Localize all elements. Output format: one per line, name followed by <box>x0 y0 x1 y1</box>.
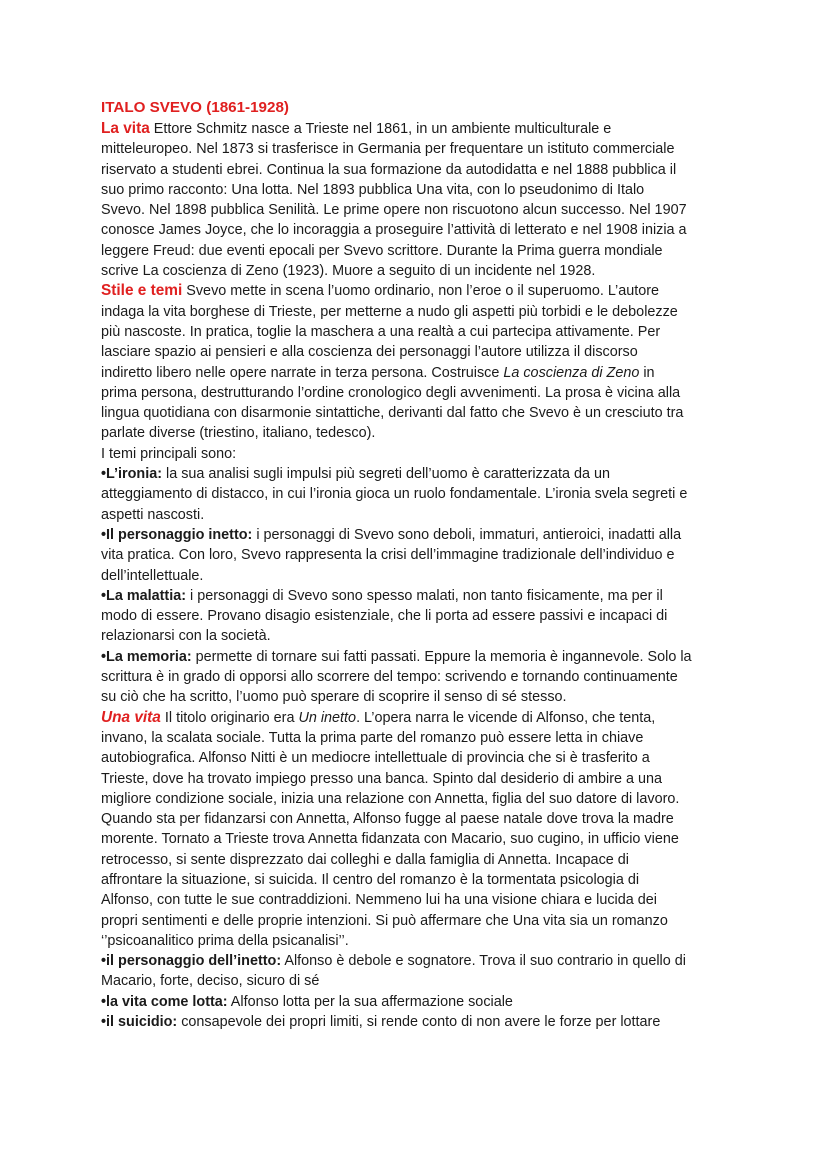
paragraph-line: su ciò che ha scritto, l’uomo può sperare di scoprire il senso di sé stesso. <box>101 689 567 706</box>
paragraph-line: leggere Freud: due eventi epocali per Svevo scrittore. Durante la Prima guerra mondiale <box>101 242 663 259</box>
paragraph-text: la sua analisi sugli impulsi più segreti dell’uomo è caratterizzata da un <box>162 466 610 483</box>
paragraph-line <box>101 363 729 383</box>
paragraph-line: più nascoste. In pratica, toglie la maschera a una realtà a cui partecipa attivamente. Per <box>101 323 661 340</box>
paragraph-line: invano, la scalata sociale. Tutta la prima parte del romanzo può essere letta in chiave <box>101 729 644 746</box>
paragraph-line: suo primo racconto: Una lotta. Nel 1893 pubblica Una vita, con lo pseudonimo di Italo <box>101 181 645 198</box>
bullet-memoria <box>101 647 729 667</box>
bullet-label: •il personaggio dell’inetto: <box>101 953 282 970</box>
vita-line-1 <box>101 119 729 139</box>
paragraph-line: atteggiamento di distacco, in cui l’ironia gioca un ruolo fondamentale. L’ironia svela segreti e <box>101 486 688 503</box>
bullet-ironia <box>101 464 729 484</box>
paragraph-line: affrontare la situazione, si suicida. Il centro del romanzo è la tormentata psicologia di <box>101 871 640 888</box>
paragraph-line: Macario, forte, deciso, sicuro di sé <box>101 973 320 990</box>
paragraph-line: parlate diverse (triestino, italiano, tedesco). <box>101 425 376 442</box>
paragraph-text: i personaggi di Svevo sono deboli, immaturi, antieroici, inadatti alla <box>252 526 682 543</box>
paragraph-line: riservato a studenti ebrei. Continua la sua formazione da autodidatta e nel 1888 pubblica il <box>101 161 677 178</box>
bullet-label: •il suicidio: <box>101 1014 178 1031</box>
document-page <box>101 97 729 1032</box>
paragraph-line: aspetti nascosti. <box>101 506 205 523</box>
paragraph-line: conosce James Joyce, che lo incoraggia a proseguire l’attività di letterato e nel 1908 inizia a <box>101 222 687 239</box>
bullet-suicidio <box>101 1012 729 1032</box>
unavita-line-1 <box>101 708 729 728</box>
paragraph-text: Ettore Schmitz nasce a Trieste nel 1861, in un ambiente multiculturale e <box>153 121 612 137</box>
paragraph-line: lasciare spazio ai pensieri e alla coscienza dei personaggi l’autore utilizza il discorso <box>101 344 638 361</box>
paragraph-line: scrittura è in grado di opporsi allo scorrere del tempo: scrivendo e tornando continuamente <box>101 669 678 686</box>
paragraph-line: I temi principali sono: <box>101 445 237 462</box>
paragraph-line: scrive La coscienza di Zeno (1923). Muore a seguito di un incidente nel 1928. <box>101 263 596 280</box>
paragraph-line: migliore condizione sociale, inizia una relazione con Annetta, figlia del suo datore di lavoro. <box>101 790 680 807</box>
paragraph-text: permette di tornare sui fatti passati. Eppure la memoria è ingannevole. Solo la <box>191 648 692 665</box>
paragraph-line: dell’intellettuale. <box>101 567 204 584</box>
paragraph-text: . L’opera narra le vicende di Alfonso, che tenta, <box>356 709 656 726</box>
document-title: ITALO SVEVO (1861-1928) <box>101 99 289 116</box>
paragraph-line: retrocesso, si sente disprezzato dai colleghi e dalla famiglia di Annetta. Incapace di <box>101 851 629 868</box>
bullet-label: •Il personaggio inetto: <box>101 526 253 543</box>
paragraph-line: relazionarsi con la società. <box>101 628 271 645</box>
stile-line-1 <box>101 281 729 301</box>
paragraph-line: morente. Tornato a Trieste trova Annetta fidanzata con Macario, suo cugino, in ufficio viene <box>101 831 679 848</box>
paragraph-line: lingua quotidiana con disarmonie sintattiche, derivanti dal fatto che Svevo è un cresciuto tra <box>101 405 684 422</box>
paragraph-line: propri sentimenti e delle proprie intenzioni. Si può affermare che Una vita sia un romanzo <box>101 912 668 929</box>
section-heading-la-vita: La vita <box>101 120 150 137</box>
paragraph-line: mitteleuropeo. Nel 1873 si trasferisce in Germania per frequentare un istituto commerciale <box>101 141 675 158</box>
paragraph-text: in <box>639 364 655 381</box>
paragraph-line: indaga la vita borghese di Trieste, per metterne a nudo gli aspetti più torbidi e le debolezze <box>101 303 678 320</box>
bullet-label: •la vita come lotta: <box>101 993 228 1010</box>
paragraph-line: Alfonso, con tutte le sue contraddizioni. Nemmeno lui ha una visione chiara e lucida dei <box>101 892 657 909</box>
section-heading-una-vita: Una vita <box>101 708 161 726</box>
paragraph-text: indiretto libero nelle opere narrate in terza persona. Costruisce <box>101 364 504 381</box>
paragraph-line: Quando sta per fidanzarsi con Annetta, Alfonso fugge al paese natale dove trova la madre <box>101 811 674 828</box>
paragraph-text: Svevo mette in scena l’uomo ordinario, non l’eroe o il superuomo. L’autore <box>186 283 660 300</box>
paragraph-line: autobiografica. Alfonso Nitti è un mediocre intellettuale di provincia che si è trasferito a <box>101 750 650 767</box>
bullet-malattia <box>101 586 729 606</box>
paragraph-line: modo di essere. Provano disagio esistenziale, che li porta ad essere passivi e incapaci di <box>101 608 668 625</box>
paragraph-line: Trieste, dove ha trovato impiego presso una banca. Spinto dal desiderio di ambire a una <box>101 770 663 787</box>
paragraph-line: ‘’psicoanalitico prima della psicanalisi’’. <box>101 932 349 949</box>
bullet-personaggio-dell-inetto <box>101 951 729 971</box>
bullet-label: •La malattia: <box>101 587 187 604</box>
bullet-label: •La memoria: <box>101 648 192 665</box>
work-title-italic: Un inetto <box>298 709 357 726</box>
paragraph-line: Svevo. Nel 1898 pubblica Senilità. Le prime opere non riscuotono alcun successo. Nel 1907 <box>101 202 687 219</box>
section-heading-stile-e-temi: Stile e temi <box>101 282 183 300</box>
paragraph-text: consapevole dei propri limiti, si rende conto di non avere le forze per lottare <box>177 1014 661 1031</box>
work-title-italic: La coscienza di Zeno <box>503 364 640 381</box>
paragraph-text: Alfonso è debole e sognatore. Trova il suo contrario in quello di <box>281 953 686 970</box>
paragraph-line: prima persona, destrutturando l’ordine cronologico degli avvenimenti. La prosa è vicina alla <box>101 384 681 401</box>
bullet-personaggio-inetto <box>101 525 729 545</box>
paragraph-text: Il titolo originario era <box>160 709 299 726</box>
paragraph-text: i personaggi di Svevo sono spesso malati, non tanto fisicamente, ma per il <box>186 587 663 604</box>
bullet-label: •L’ironia: <box>101 466 163 483</box>
bullet-vita-come-lotta <box>101 992 729 1012</box>
paragraph-text: Alfonso lotta per la sua affermazione sociale <box>227 993 513 1010</box>
paragraph-line: vita pratica. Con loro, Svevo rappresenta la crisi dell’immagine tradizionale dell’individuo e <box>101 547 675 564</box>
